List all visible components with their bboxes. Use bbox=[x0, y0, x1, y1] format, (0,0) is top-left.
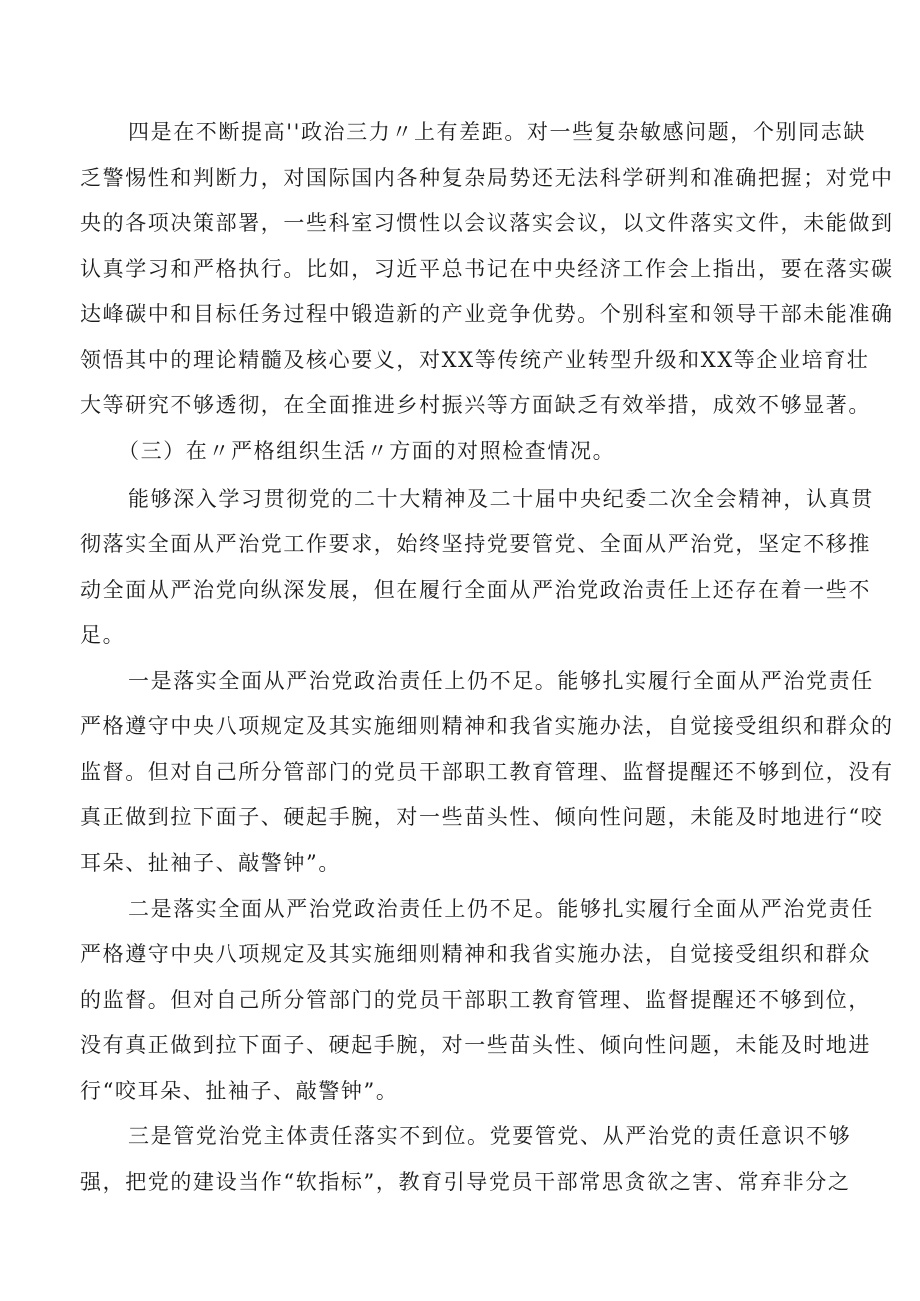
text-line: 严格遵守中央八项规定及其实施细则精神和我省实施办法，自觉接受组织和群众 bbox=[80, 942, 871, 966]
text-line: 达峰碳中和目标任务过程中锻造新的产业竞争优势。个别科室和领导干部未能准确 bbox=[80, 302, 894, 326]
text-line: 没有真正做到拉下面子、硬起手腕，对一些苗头性、倾向性问题，未能及时地进 bbox=[80, 1033, 871, 1057]
section-heading: （三）在〃严格组织生活〃方面的对照检查情况。 bbox=[118, 439, 616, 463]
text-line: 彻落实全面从严治党工作要求，始终坚持党要管党、全面从严治党，坚定不移推 bbox=[80, 532, 871, 556]
text-line: 四是在不断提高''政治三力〃上有差距。对一些复杂敏感问题，个别同志缺 bbox=[128, 120, 866, 144]
text-line: 足。 bbox=[80, 623, 126, 647]
text-line: 真正做到拉下面子、硬起手腕，对一些苗头性、倾向性问题，未能及时地进行“咬 bbox=[80, 805, 884, 829]
text-line: 严格遵守中央八项规定及其实施细则精神和我省实施办法，自觉接受组织和群众的 bbox=[80, 714, 894, 738]
text-line: 监督。但对自己所分管部门的党员干部职工教育管理、监督提醒还不够到位，没有 bbox=[80, 760, 894, 784]
text-line: 二是落实全面从严治党政治责任上仍不足。能够扎实履行全面从严治党责任 bbox=[128, 897, 874, 921]
text-line: 耳朵、扯袖子、敲警钟”。 bbox=[80, 851, 341, 875]
text-line: 行“咬耳朵、扯袖子、敲警钟”。 bbox=[80, 1079, 399, 1103]
text-line: 三是管党治党主体责任落实不到位。党要管党、从严治党的责任意识不够 bbox=[128, 1124, 852, 1148]
text-line: 强，把党的建设当作“软指标”，教育引导党员干部常思贪欲之害、常弃非分之 bbox=[80, 1170, 851, 1194]
text-line: 能够深入学习贯彻党的二十大精神及二十届中央纪委二次全会精神，认真贯 bbox=[128, 487, 874, 511]
text-line: 乏警惕性和判断力，对国际国内各种复杂局势还无法科学研判和准确把握；对党中 bbox=[80, 166, 894, 190]
text-line: 央的各项决策部署，一些科室习惯性以会议落实会议，以文件落实文件，未能做到 bbox=[80, 211, 894, 235]
text-line: 的监督。但对自己所分管部门的党员干部职工教育管理、监督提醒还不够到位， bbox=[80, 988, 871, 1012]
text-line: 认真学习和严格执行。比如，习近平总书记在中央经济工作会上指出，要在落实碳 bbox=[80, 257, 894, 281]
text-line: 一是落实全面从严治党政治责任上仍不足。能够扎实履行全面从严治党责任 bbox=[128, 669, 874, 693]
text-line: 动全面从严治党向纵深发展，但在履行全面从严治党政治责任上还存在着一些不 bbox=[80, 578, 871, 602]
text-line: 大等研究不够透彻，在全面推进乡村振兴等方面缺乏有效举措，成效不够显著。 bbox=[80, 393, 871, 417]
text-line: 领悟其中的理论精髓及核心要义，对XX等传统产业转型升级和XX等企业培育壮 bbox=[80, 348, 870, 372]
